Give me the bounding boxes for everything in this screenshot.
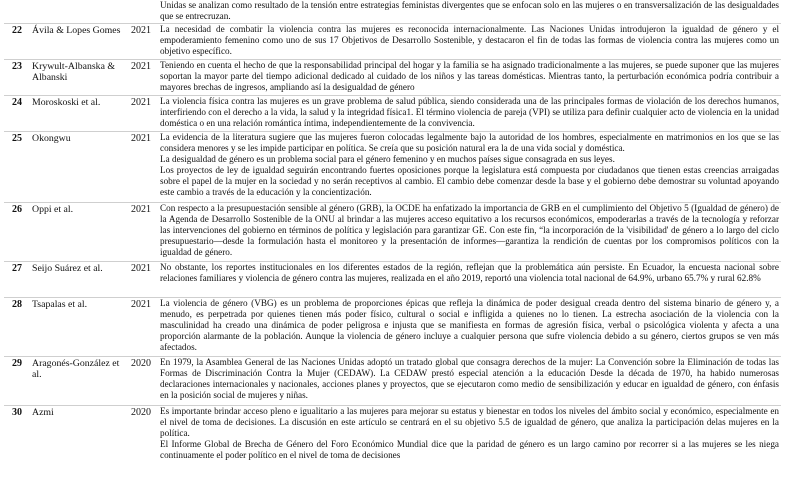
row-year: 2021 [131,263,151,274]
row-author: Moroskoski et al. [32,97,101,108]
row-paragraph: La evidencia de la literatura sugiere que las mujeres fueron colocadas legalmente bajo la autoridad de los hombres, especialmente en matrimonios en los que se las considera menores y se les impide participar en política. Se creía que su posición natural era la de una vida social y doméstica. [160,132,779,153]
table-row [4,298,781,357]
row-paragraph: Es importante brindar acceso pleno e igualitario a las mujeres para mejorar su estatus y bienestar en todos los niveles del ámbito social y económico, especialmente en el nivel de toma de decisiones. La discusión en este artículo se centrará en el su objetivo 5.5 de igualdad de género, que analiza la participación delas mujeres en la política. [160,406,779,438]
table-row [4,96,781,132]
row-paragraph: La violencia física contra las mujeres es un grave problema de salud pública, siendo considerada una de las principales formas de violación de los derechos humanos, interfiriendo con el derecho a la vida, la salud y la integridad física1. El término violencia de pareja (VPI) se utiliza para definir cualquier acto de violencia en la unidad doméstica o en una relación romántica íntima, independientemente de la convivencia. [160,96,779,128]
literature-table [4,0,781,466]
row-text [160,357,781,405]
row-year: 2021 [131,25,151,36]
row-number: 25 [12,133,22,144]
row-year: 2021 [131,299,151,310]
row-text [160,96,781,131]
row-paragraph: Los proyectos de ley de igualdad seguirán encontrando fuertes oposiciones porque la legislatura está compuesta por ciudadanos que tienen estas creencias arraigadas sobre el papel de la mujer en la sociedad y no serán receptivos al cambio. El cambio debe comenzar desde la base y el gobierno debe demostrar su voluntad apoyando este cambio a través de la educación y la concientización. [160,165,779,197]
table-row [4,132,781,203]
row-text [160,406,781,466]
row-author: Azmi [32,407,54,418]
row-number: 26 [12,204,22,215]
row-author: Ávila & Lopes Gomes [32,25,121,36]
row-text [160,60,781,95]
row-paragraph: En 1979, la Asamblea General de las Naciones Unidas adoptó un tratado global que consagra derechos de la mujer: La Convención sobre la Eliminación de todas las Formas de Discriminación Contra la Mujer (CEDAW). La CEDAW prestó especial atención a la educación Desde la década de 1970, ha habido numerosas declaraciones internacionales y nacionales, acciones planes y proyectos, que se ejecutaron como medio de sensibilización y educar en igualdad de género, con énfasis en la posición social de mujeres y niñas. [160,357,779,400]
row-number: 22 [12,25,22,36]
row-number: 29 [12,358,22,369]
row-number: 28 [12,299,22,310]
row-number: 23 [12,61,22,72]
row-year: 2021 [131,133,151,144]
row-author: Krywult-Albanska & Albanski [32,61,115,83]
row-year [122,0,160,23]
row-author: Seijo Suárez et al. [32,263,103,274]
row-paragraph: No obstante, los reportes institucionales en los diferentes estados de la región, reflejan que la problemática aún persiste. En Ecuador, la encuesta nacional sobre relaciones familiares y violencia de género contra las mujeres, realizada en el año 2019, reportó una violencia total nacional de 64.9%, urbano 65.7% y rural 62.8% [160,262,779,283]
table-row [4,406,781,466]
table-row [4,0,781,24]
row-paragraph: Teniendo en cuenta el hecho de que la responsabilidad principal del hogar y la familia se ha asignado tradicionalmente a las mujeres, se puede suponer que las mujeres soportan la mayor parte del tiempo adicional dedicado al cuidado de los niños y las tareas domésticas. Mientras tanto, la perturbación económica podría contribuir a mayores brechas de ingresos, ampliando así la desigualdad de género [160,60,779,92]
table-row [4,60,781,96]
row-text [160,132,781,202]
row-author [30,0,122,23]
row-year: 2020 [131,358,151,369]
row-paragraph: Con respecto a la presupuestación sensible al género (GRB), la OCDE ha enfatizado la importancia de GRB en el cumplimiento del Objetivo 5 (Igualdad de género) de la Agenda de Desarrollo Sostenible de la ONU al brindar a las mujeres acceso equitativo a los recursos económicos, empoderarlas a través de la tecnología y reforzar las intervenciones del gobierno en términos de política y legislación para garantizar GE. Con este fin, “la incorporación de la 'visibilidad' de género a lo largo del ciclo presupuestario—desde la formulación hasta el monitoreo y la presentación de informes—garantiza la rendición de cuentas por los compromisos políticos con la igualdad de género. [160,203,779,257]
row-year: 2021 [131,61,151,72]
row-paragraph: La necesidad de combatir la violencia contra las mujeres es reconocida internacionalmente. Las Naciones Unidas introdujeron la igualdad de género y el empoderamiento femenino como uno de sus 17 Objetivos de Desarrollo Sostenible, y destacaron el fin de todas las formas de violencia contra las mujeres como un objetivo específico. [160,24,779,56]
row-paragraph: El Informe Global de Brecha de Género del Foro Económico Mundial dice que la paridad de género es un largo camino por recorrer si a las mujeres se les niega continuamente el poder político en el nivel de toma de decisiones [160,439,779,460]
row-author: Okongwu [32,133,71,144]
row-number: 24 [12,97,22,108]
row-author: Aragonés-González et al. [32,358,120,380]
row-text [160,0,781,23]
row-text [160,24,781,59]
table-row [4,203,781,262]
row-author: Oppi et al. [32,204,74,215]
table-row [4,24,781,60]
row-paragraph: La violencia de género (VBG) es un problema de proporciones épicas que refleja la dinámica de poder desigual creada dentro del sistema binario de género y, a menudo, es perpetrada por quienes tienen más poder físico, cultural o social e infligida a quienes no lo tienen. La estrecha asociación de la violencia con la masculinidad ha creado una dinámica de poder peligrosa e injusta que se manifiesta en formas de agresión física, verbal o psicológica violenta y afecta a una proporción alarmante de la población. Aunque la violencia de género incluye a cualquier persona que sufre violencia debido a su género, ciertos grupos se ven más afectados. [160,298,779,352]
row-text [160,203,781,261]
row-text [160,298,781,356]
row-text [160,262,781,297]
row-number: 27 [12,263,22,274]
table-row [4,357,781,406]
table-row [4,262,781,298]
row-year: 2021 [131,97,151,108]
row-number: 30 [12,407,22,418]
row-year: 2021 [131,204,151,215]
row-author: Tsapalas et al. [32,299,88,310]
row-number [4,0,30,23]
row-year: 2020 [131,407,151,418]
row-paragraph: La desigualdad de género es un problema social para el género femenino y en muchos países sigue consagrada en sus leyes. [160,154,615,164]
row-paragraph: Unidas se analizan como resultado de la tensión entre estrategias feministas divergentes que se enfocan solo en las mujeres o en transversalización de las desigualdades que se entrecruzan. [160,0,779,21]
